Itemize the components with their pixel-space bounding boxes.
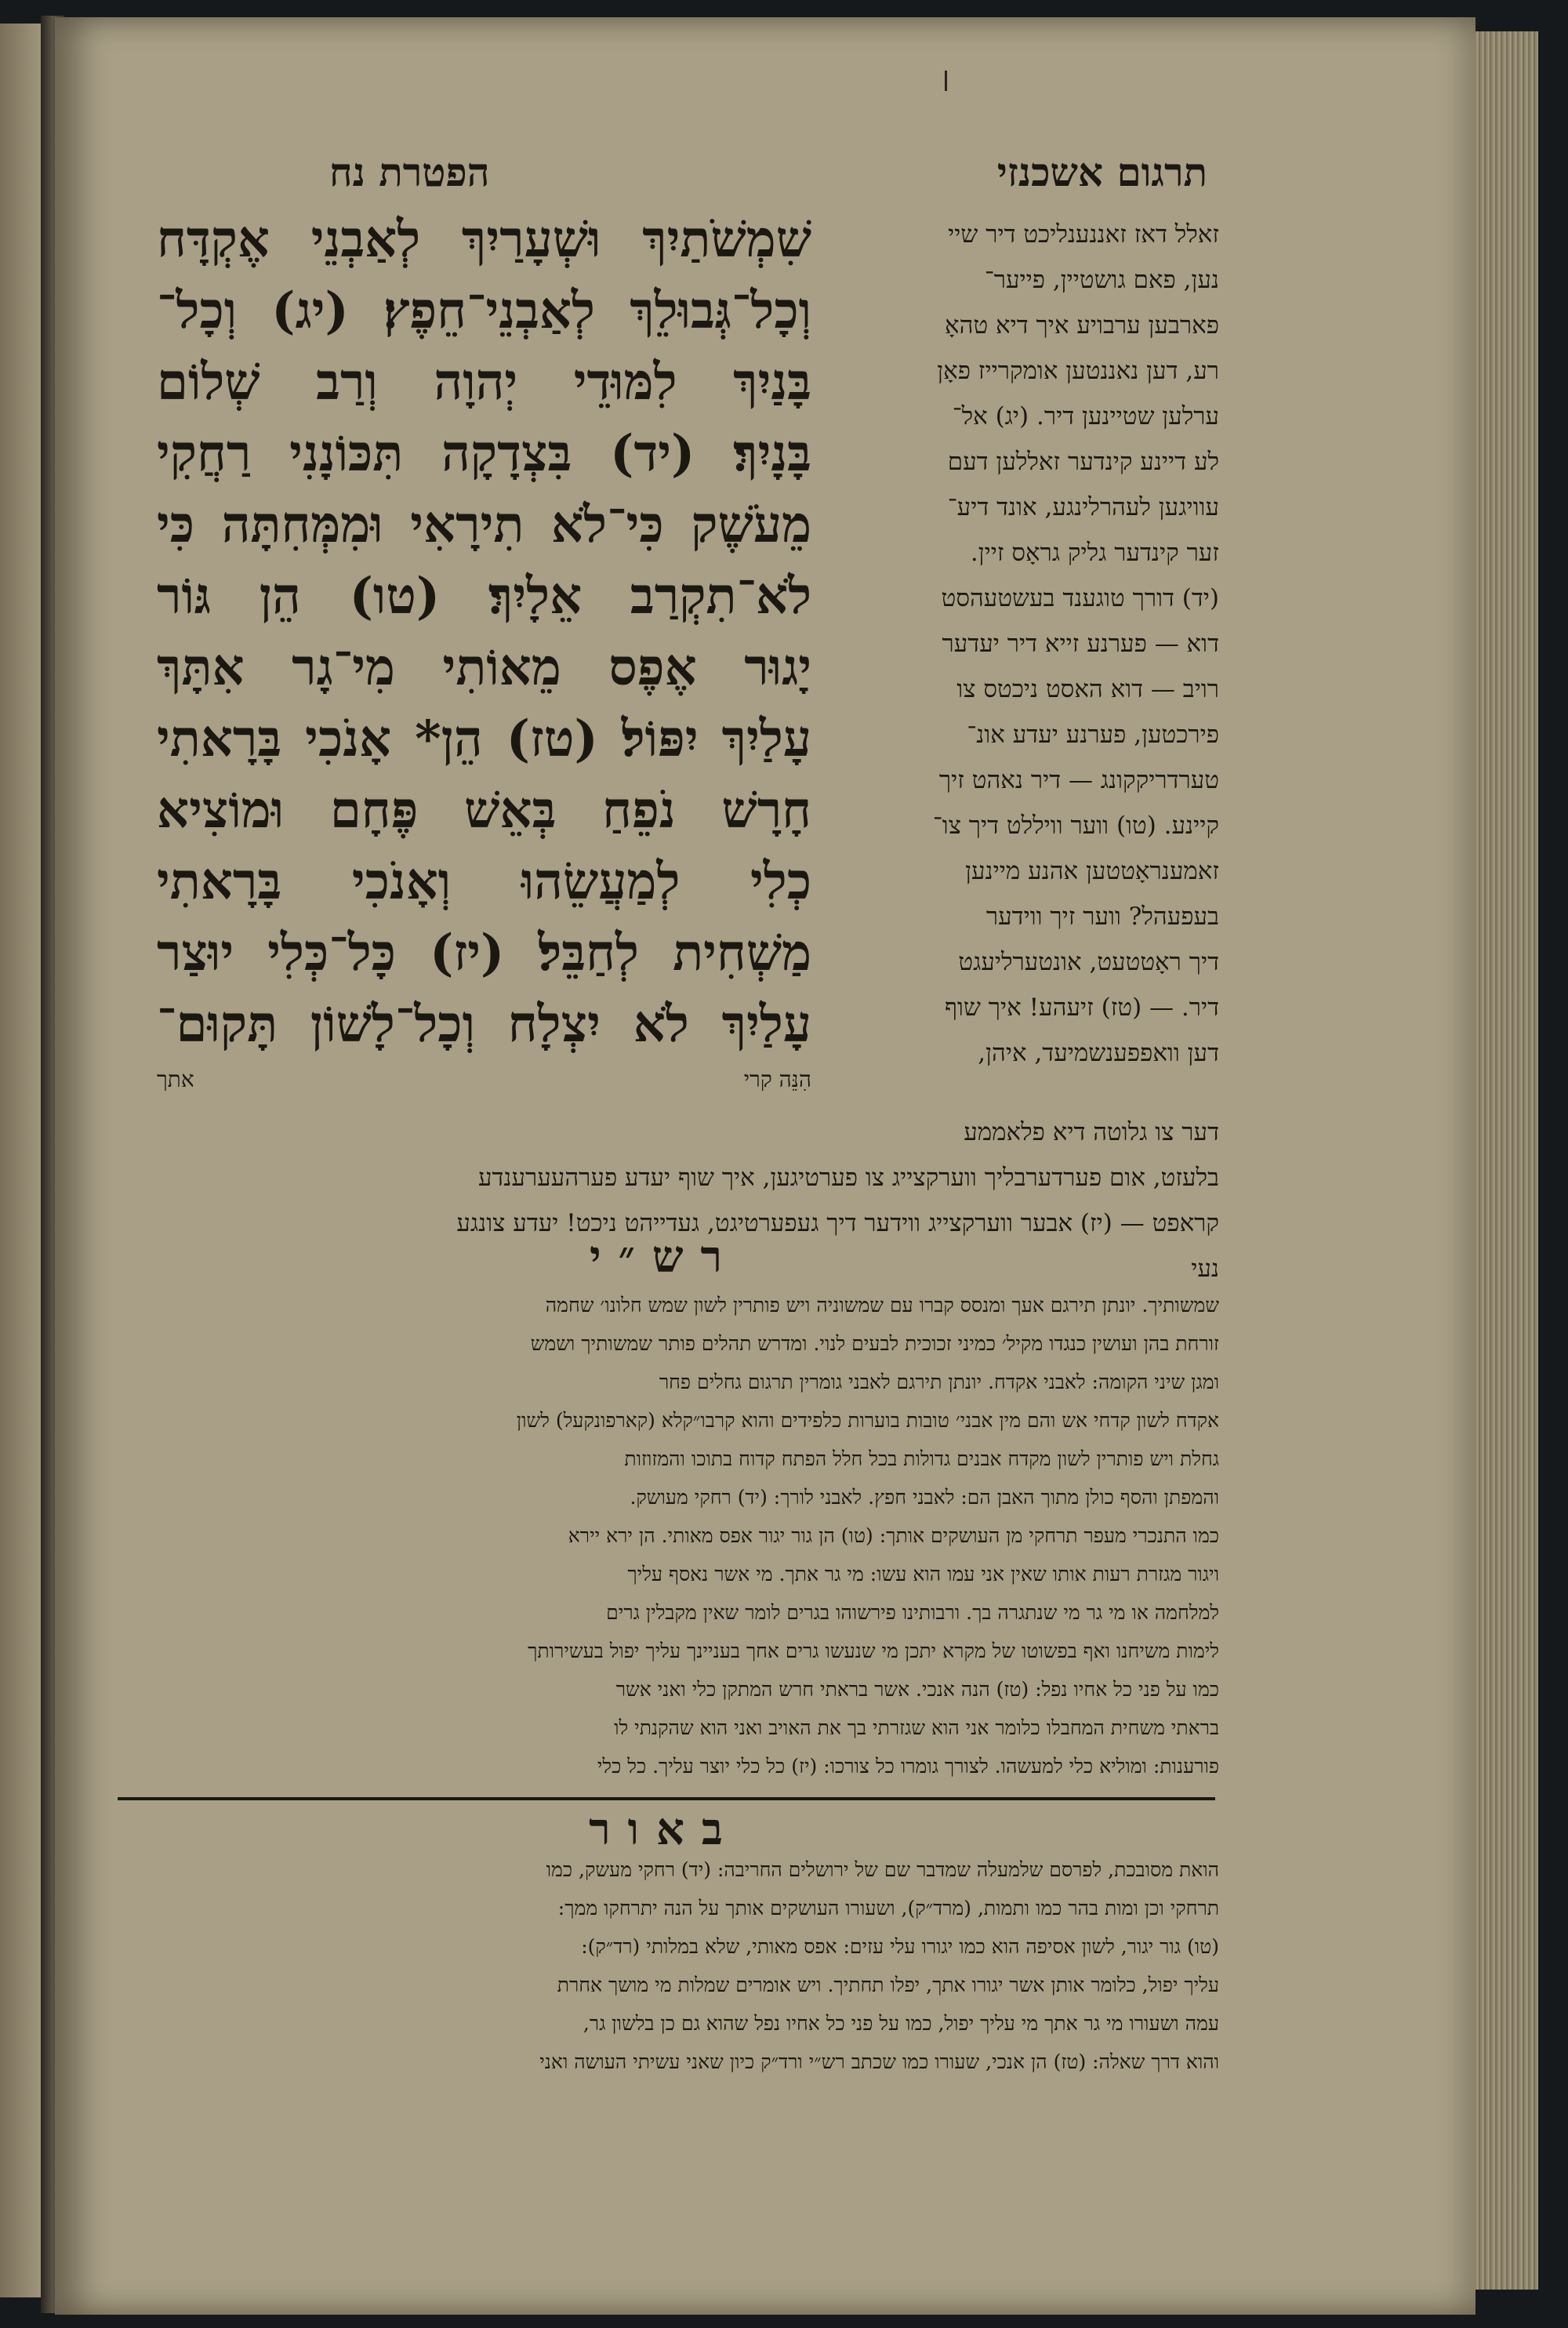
commentary-line: פורענות: ומוליא כלי למעשהו. לצורך גומרו כל צורכו: (יז) כל כלי יוצר עליך. כל כלי <box>597 1755 1219 1778</box>
page-stack-edges <box>1475 31 1538 2290</box>
rashi-heading: רש״י <box>589 1231 740 1283</box>
translation-line: זאמענראָטטען אהנע מיינען <box>965 857 1219 885</box>
translation-line: לע דיינע קינדער זאללען דעם <box>947 448 1219 476</box>
section-divider <box>118 1797 1215 1800</box>
translation-line: זער קינדער גליק גראָס זיין. <box>970 539 1219 567</box>
commentary-line: זורחת בהן ועושין כנגדו מקיל׳ כמיני זכוכית לבעים לנוי. ומדרש תהלים פותר שמשותיך ושמש <box>530 1332 1219 1355</box>
left-page-edge <box>0 24 41 2297</box>
verse-line: וְכָל־גְּבוּלֵךְ לְאַבְנֵי־חֵפֶץ׃ (יג) וְכָל־ <box>157 281 811 340</box>
verse-line: יָגוּר אֶפֶס מֵאוֹתִי מִי־גָר אִתָּךְ <box>157 638 811 697</box>
translation-line: דיך ראָטטעט, אונטערליעגט <box>958 948 1219 976</box>
translation-line: נעי <box>1191 1255 1219 1283</box>
translation-line: דוא — פערנע זייא דיר יעדער <box>942 630 1219 658</box>
translation-line: קראפט — (יז) אבער ווערקצייג ווידער דיך געפערטיגט, געדייהט ניכט! יעדע צונגע <box>456 1209 1219 1237</box>
commentary-line: כמו על פני כל אחיו נפל: (טז) הנה אנכי. אשר בראתי חרש המתקן כלי ואני אשר <box>615 1678 1219 1701</box>
translation-line: בלעזט, אום פערדערבליך ווערקצייג צו פערטיגען, איך שוף יעדע פערהעערענדע <box>477 1164 1219 1192</box>
verse-line: מֵעֹשֶׁק כִּי־לֹא תִירָאִי וּמִמְּחִתָּה כִּי <box>157 496 811 554</box>
translation-line: רע, דען נאננטען אומקרייז פאָן <box>937 357 1219 385</box>
translation-line: דיר. — (טז) זיעהע! איך שוף <box>945 993 1219 1022</box>
translation-line: (יד) דורך טוגענד בעשטעהסט <box>941 584 1219 612</box>
translation-line: טערדריקקונג — דיר נאהט זיך <box>938 766 1219 794</box>
verse-line: בָּנַיִךְ לִמּוּדֵי יְהוָה וְרַב שְׁלוֹם <box>157 353 811 412</box>
commentary-line: שמשותיך. יונתן תירגם אעך ומנסס קברו עם שמשוניה ויש פותרין לשון שמש חלונו׳ שחמה <box>545 1294 1219 1317</box>
commentary-line: ויגור מגזרת רעות אותו שאין אני עמו הוא עשו: מי גר אתך. מי אשר נאסף עליך <box>627 1563 1219 1585</box>
verse-line: חָרָשׁ נֹפֵחַ בְּאֵשׁ פֶּחָם וּמוֹצִיא <box>157 781 811 840</box>
verse-line: עָלַיִךְ יִפּוֹל׃ (טז) הֵן* אָנֹכִי בָּרָאתִי <box>157 710 811 768</box>
translation-line: קיינע. (טו) ווער וויללט דיך צו־ <box>932 812 1219 840</box>
commentary-line: עליך יפול, כלומר אותן אשר יגורו אתך, יפלו תחתיך. ויש אומרים שמלות מי מושך אחרת <box>557 1974 1219 1996</box>
commentary-line: למלחמה או מי גר מי שנתגרה בך. ורבותינו פירשוהו בגרים לומר שאין מקבלין גרים <box>606 1601 1219 1624</box>
translation-line: דען וואפפענשמיעד, איהן, <box>978 1039 1219 1067</box>
commentary-line: עמה ושעורו מי גר אתך מי עליך יפול, כמו על פני כל אחיו נפל שהוא גם כן בלשון גר, <box>583 2012 1219 2035</box>
translation-line: עוויגען לעהרלינגע, אונד דיע־ <box>947 493 1219 521</box>
translation-line: פארבען ערבויע איך דיא טהאָ <box>945 311 1219 340</box>
commentary-line: והוא דרך שאלה: (טז) הן אנכי, שעורו כמו שכתב רש״י ורד״ק כיון שאני עשיתי העושה ואני <box>539 2050 1219 2073</box>
verse-line: כְלִי לְמַעֲשֵׂהוּ וְאָנֹכִי בָּרָאתִי <box>157 852 811 911</box>
translation-column <box>815 212 1219 1074</box>
biur-commentary <box>110 1850 1219 2081</box>
translation-line: ערלען שטיינען דיר. (יג) אל־ <box>952 402 1219 430</box>
verse-line: בָּנָיִךְ׃ (יד) בִּצְדָקָה תִּכּוֹנָנִי רַחֲקִי <box>157 424 811 483</box>
translation-line: רויב — דוא האסט ניכטס צו <box>956 675 1219 703</box>
translation-line: בעפעהל? ווער זיך ווידער <box>985 903 1219 931</box>
top-mark <box>945 71 947 91</box>
verse-line: לֹא־תִקְרַב אֵלָיִךְ׃ (טו) הֵן גּוֹר <box>157 567 811 626</box>
translation-line: פירכטען, פערנע יעדע אונ־ <box>967 721 1219 749</box>
kere-left: אתך <box>157 1066 194 1092</box>
translation-line: נען, פאם גושטיין, פייער־ <box>984 266 1219 294</box>
commentary-line: תרחקי וכן ומות בהר כמו ותמות, (מרד״ק), ושעורו העושקים אותך על הנה יתרחקו ממך: <box>557 1897 1219 1919</box>
commentary-line: אקדח לשון קדחי אש והם מין אבני׳ טובות בוערות כלפידים והוא קרבו״קלא (קארפונקעל) לשון <box>516 1409 1219 1432</box>
commentary-line: (טו) גור יגור, לשון אסיפה הוא כמו יגורו עלי עזים: אפס מאותי, שלא במלותי (רד״ק): <box>581 1935 1219 1958</box>
commentary-line: לימות משיחנו ואף בפשוטו של מקרא יתכן מי שנעשו גרים אחך בעניינך עליך יפול בעשירותך <box>528 1640 1219 1662</box>
verse-line: מַשְׁחִית לְחַבֵּל׃ (יז) כָּל־כְּלִי יוּצַר <box>157 924 811 982</box>
verse-column <box>157 204 811 1059</box>
biur-heading: באור <box>589 1803 740 1855</box>
commentary-line: גחלת ויש פותרין לשון מקדח אבנים גדולות בכל חלל הפתח קדוח בתוכו והמזוזות <box>624 1447 1219 1470</box>
kere-right: הִנֵּה קרי <box>743 1066 811 1092</box>
commentary-line: הואת מסובכת, לפרסם שלמעלה שמדבר שם של ירושלים החריבה: (יד) רחקי מעשק, כמו <box>546 1858 1219 1881</box>
verse-line: שִׁמְשֹׁתַיִךְ וּשְׁעָרַיִךְ לְאַבְנֵי אֶקְדָּח <box>157 210 811 269</box>
commentary-line: ומגן שיני הקומה: לאבני אקדח. יונתן תירגם לאבני גומרין תרגום גחלים פחר <box>659 1371 1219 1393</box>
commentary-line: בראתי משחית המחבלו כלומר אני הוא שגזרתי בך את האויב ואני הוא שהקנתי לו <box>614 1716 1219 1739</box>
running-head-right: תרגום אשכנזי <box>996 149 1207 195</box>
running-head-left: הפטרת נח <box>329 149 490 195</box>
rashi-commentary <box>110 1286 1219 1785</box>
commentary-line: כמו התנכרי מעפר תרחקי מן העושקים אותך: (טו) הן גור יגור אפס מאותי. הן ירא יירא <box>568 1524 1219 1547</box>
verse-line: עָלַיִךְ לֹא יִצְלָח וְכָל־לָשׁוֹן תָּקוּם־ <box>157 995 811 1054</box>
translation-line: זאלל דאז זאננענליכט דיר שיי <box>948 220 1219 249</box>
commentary-line: והמפתן והסף כולן מתוך האבן הם: לאבני חפץ. לאבני לורך: (יד) רחקי מעושק. <box>630 1486 1219 1509</box>
translation-line: דער צו גלוטה דיא פלאממע <box>964 1118 1219 1146</box>
